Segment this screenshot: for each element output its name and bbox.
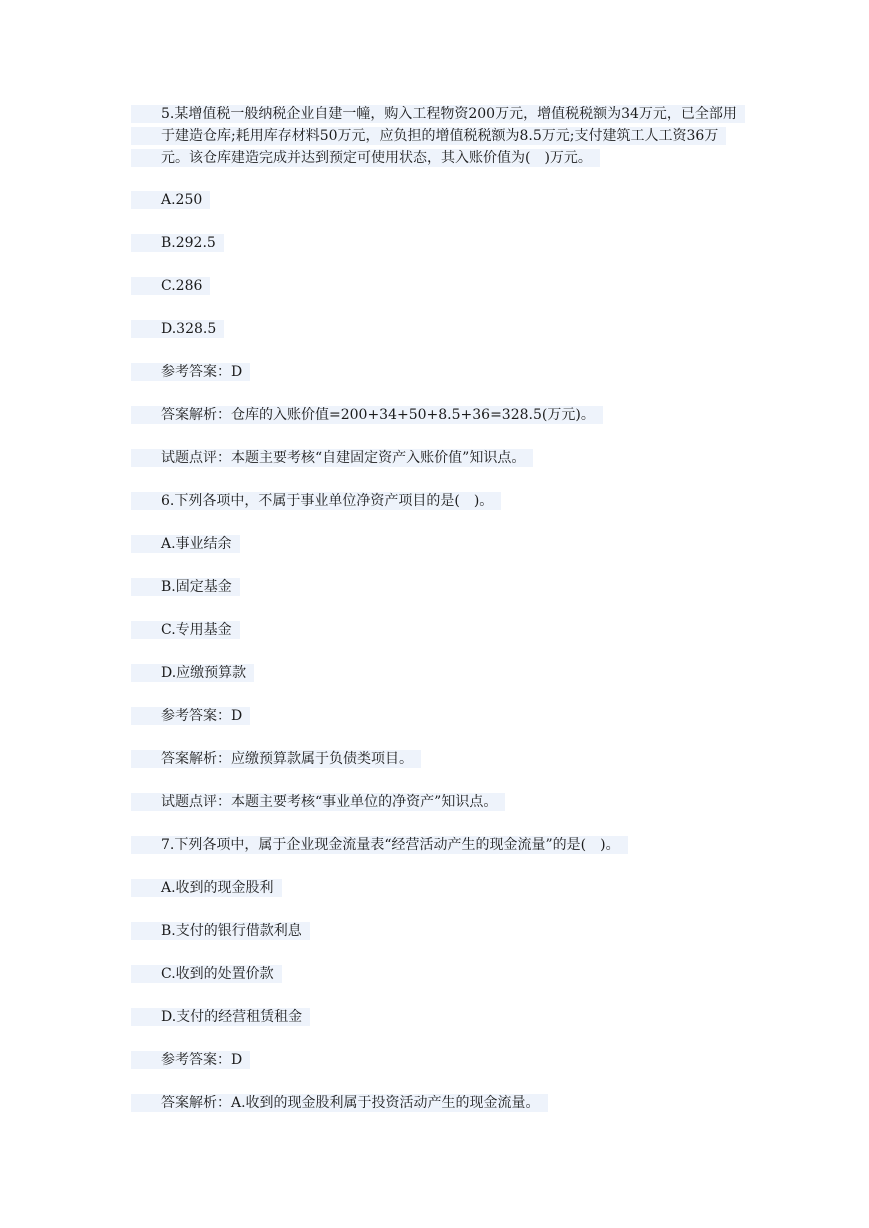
question-6-option-a: A.事业结余 (131, 533, 751, 555)
question-6-answer: 参考答案：D (131, 705, 751, 727)
question-6-analysis: 答案解析：应缴预算款属于负债类项目。 (131, 748, 751, 770)
question-5-option-d: D.328.5 (131, 318, 751, 340)
question-7-option-b: B.支付的银行借款利息 (131, 920, 751, 942)
question-5-option-c: C.286 (131, 275, 751, 297)
question-5-option-a: A.250 (131, 189, 751, 211)
document-page (131, 103, 751, 1135)
question-7-option-c: C.收到的处置价款 (131, 963, 751, 985)
question-6-stem: 6.下列各项中，不属于事业单位净资产项目的是( )。 (131, 490, 751, 512)
question-6-option-b: B.固定基金 (131, 576, 751, 598)
question-6-option-c: C.专用基金 (131, 619, 751, 641)
question-5-comment: 试题点评：本题主要考核“自建固定资产入账价值”知识点。 (131, 447, 751, 469)
question-5-option-b: B.292.5 (131, 232, 751, 254)
question-7-answer: 参考答案：D (131, 1049, 751, 1071)
question-5-analysis: 答案解析：仓库的入账价值=200+34+50+8.5+36=328.5(万元)。 (131, 404, 751, 426)
question-6-comment: 试题点评：本题主要考核“事业单位的净资产”知识点。 (131, 791, 751, 813)
question-7-option-a: A.收到的现金股利 (131, 877, 751, 899)
question-7-stem: 7.下列各项中，属于企业现金流量表“经营活动产生的现金流量”的是( )。 (131, 834, 751, 856)
question-5-stem (131, 103, 743, 169)
question-5-answer: 参考答案：D (131, 361, 751, 383)
question-7-option-d: D.支付的经营租赁租金 (131, 1006, 751, 1028)
question-7-analysis: 答案解析：A.收到的现金股利属于投资活动产生的现金流量。 (131, 1092, 751, 1114)
question-6-option-d: D.应缴预算款 (131, 662, 751, 684)
question-stem-text: 5.某增值税一般纳税企业自建一幢，购入工程物资200万元，增值税税额为34万元，已全部用于建造仓库;耗用库存材料50万元，应负担的增值税税额为8.5万元;支付建筑工人工资36万元。该仓库建造完成并达到预定可使用状态，其入账价值为( )万元。 (131, 105, 745, 167)
